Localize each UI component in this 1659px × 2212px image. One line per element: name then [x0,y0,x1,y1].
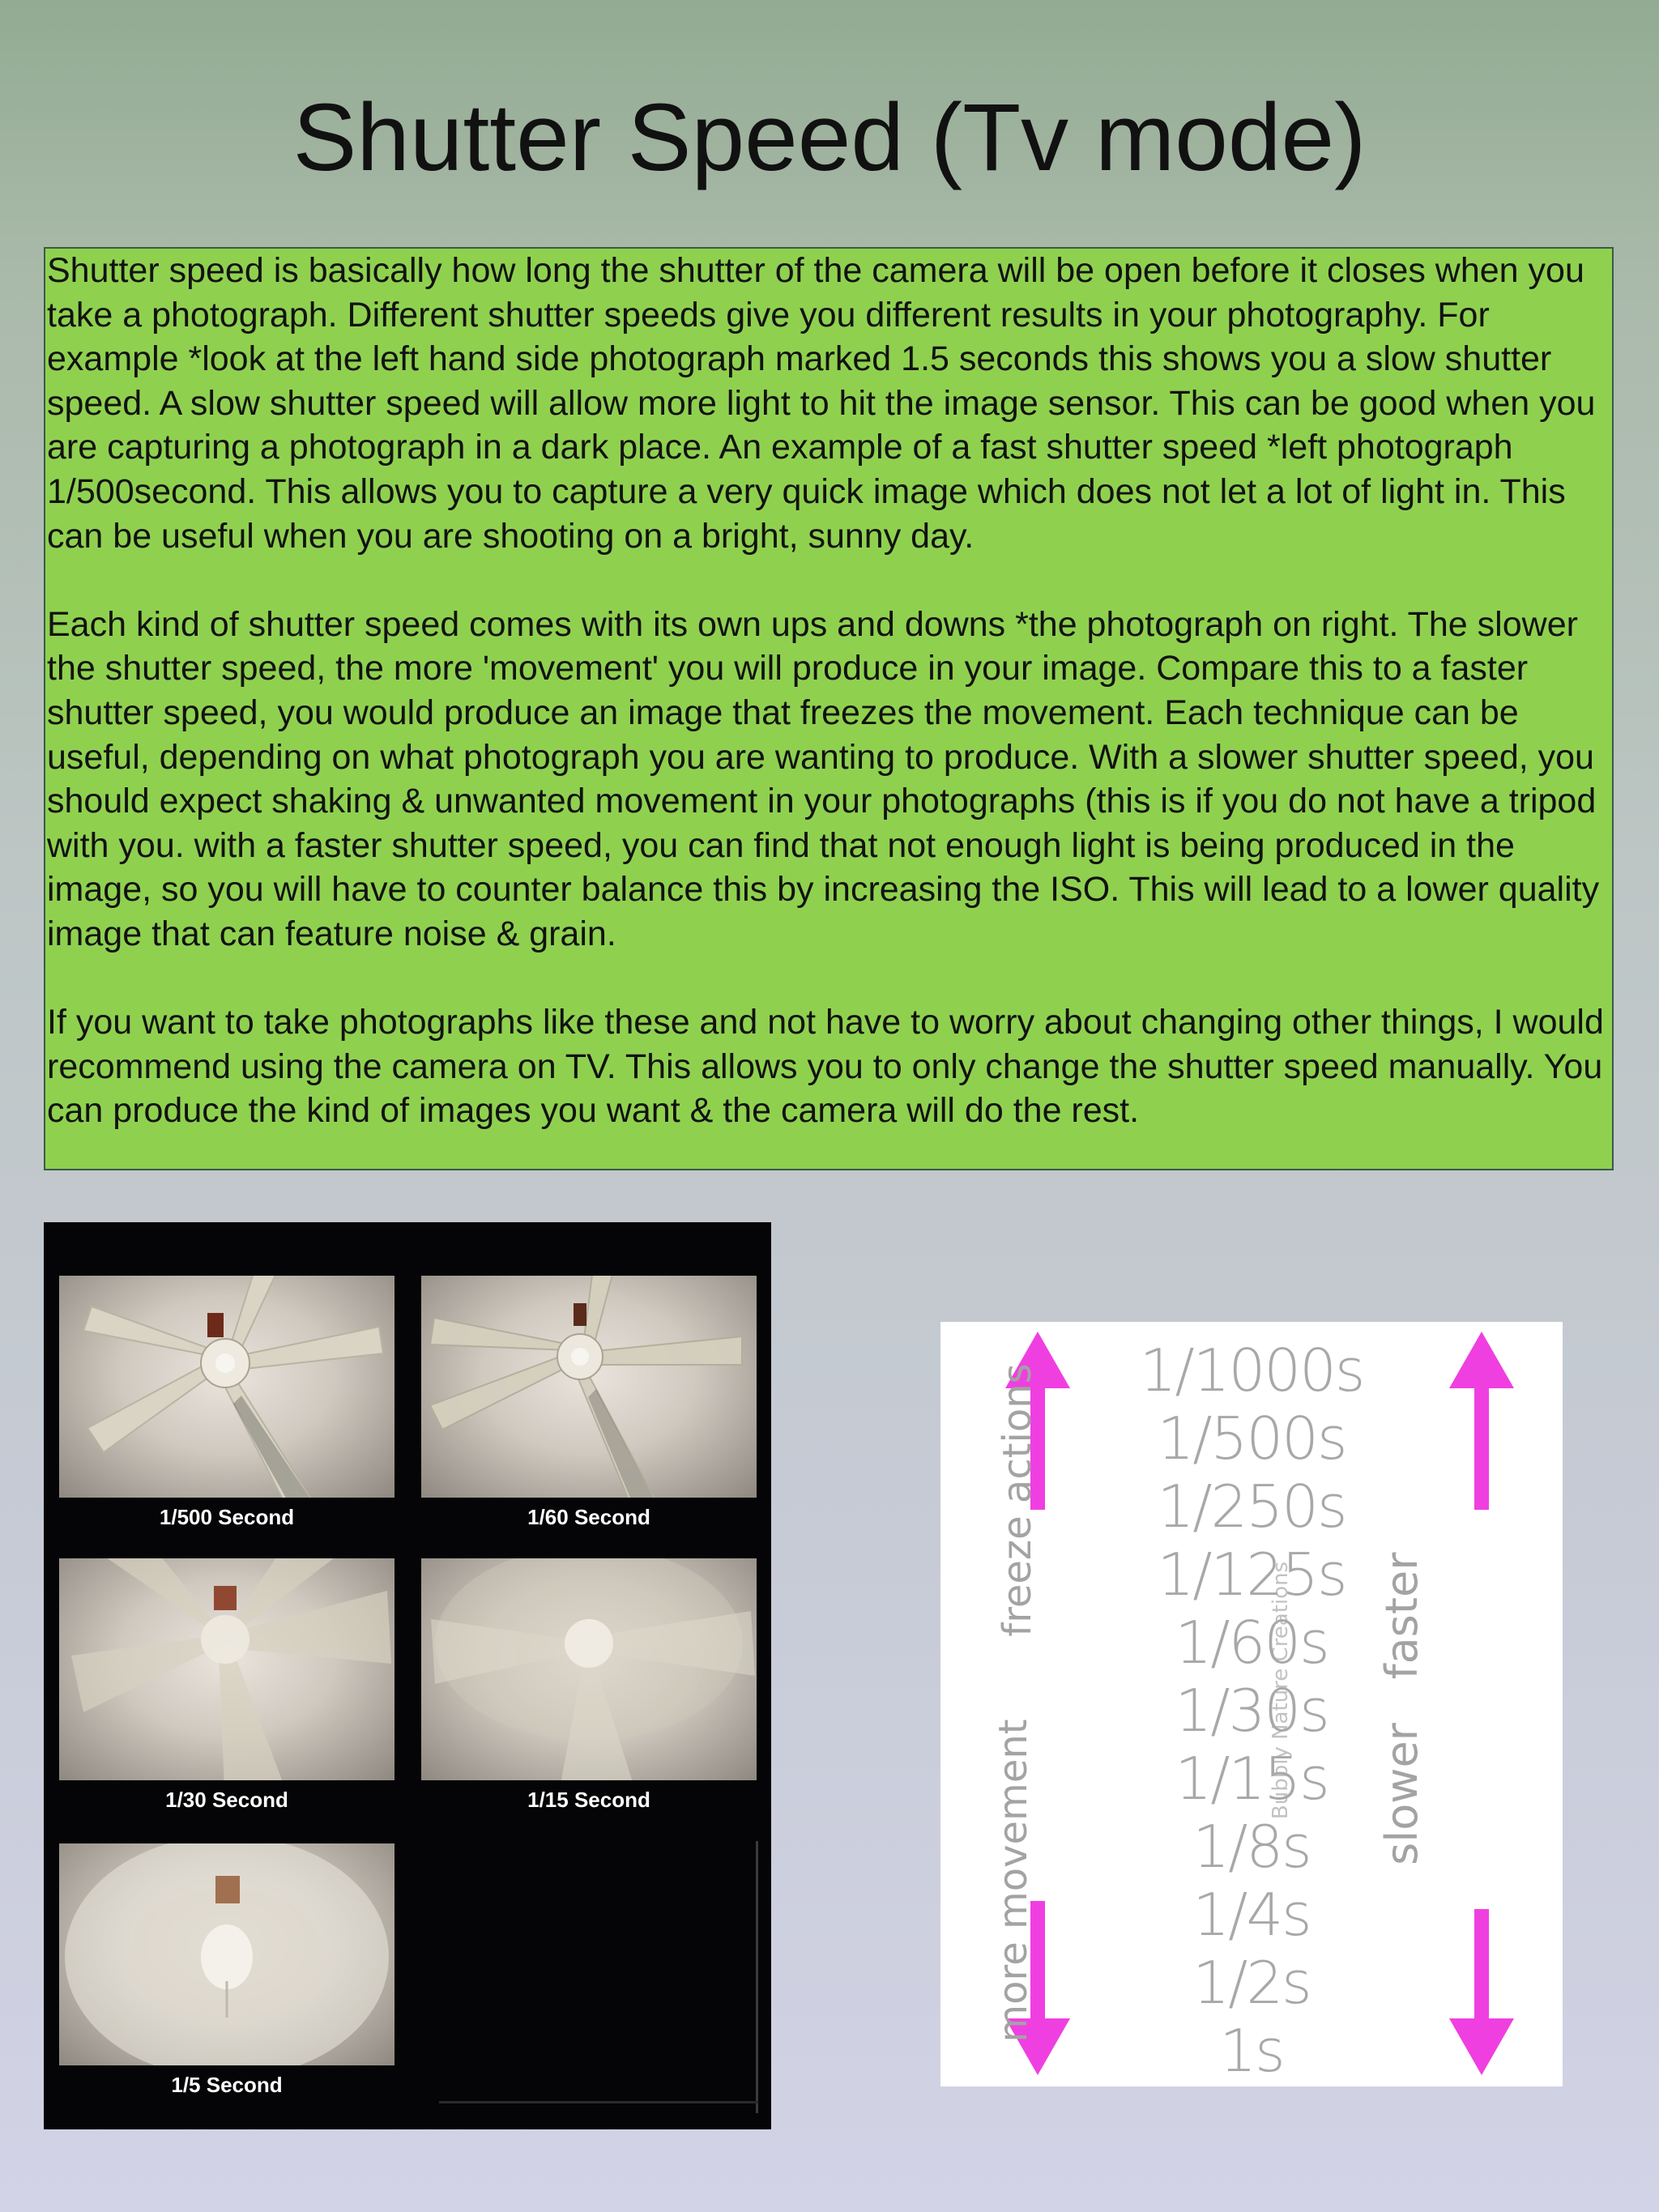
speed-value: 1/15s [1175,1745,1328,1813]
more-movement-label: more movement [991,1719,1036,2043]
paragraph-ups-and-downs: Each kind of shutter speed comes with its own ups and downs *the photograph on right. The slower the shutter speed, the more 'movement' you will produce in your image. Compare this to a faster shutter speed, you would produce an image that freezes the movement. Each technique can be useful, depending on what photograph you are wanting to produce. With a slower shutter speed, you should expect shaking & unwanted movement in your photographs (this is if you do not have a tripod with you. with a faster shutter speed, you can find that not enough light is being produced in the image, so you will have to counter balance this by increasing the ISO. This will lead to a lower quality image that can feature noise & grain. [47,604,1600,953]
page-title: Shutter Speed (Tv mode) [292,84,1367,191]
fan-label: 1/5 Second [171,2073,283,2097]
speed-value: 1s [1219,2017,1284,2085]
speed-value: 1/125s [1157,1541,1346,1609]
description-text-box [44,247,1614,1170]
speed-value: 1/60s [1175,1609,1328,1677]
fan-label: 1/30 Second [165,1788,288,1812]
freeze-actions-label: freeze actions [995,1363,1040,1637]
paragraph-tv-recommendation: If you want to take photographs like these and not have to worry about changing other things, I would recommend using the camera on TV. This allows you to only change the shutter speed manually. You can produce the kind of images you want & the camera will do the rest. [47,1003,1604,1131]
fan-cell-1-30 [59,1558,394,1812]
speed-value: 1/250s [1157,1473,1346,1541]
slower-label: slower [1376,1723,1427,1865]
fan-photo-slight-blur [421,1276,757,1498]
fan-cell-1-60 [421,1276,757,1529]
faster-label: faster [1376,1552,1427,1680]
fan-photo-heavy-blur [421,1558,757,1780]
paragraph-shutter-definition: Shutter speed is basically how long the shutter of the camera will be open before it closes when you take a photograph. Different shutter speeds give you different results in your photography. For example *look at the left hand side photograph marked 1.5 seconds this shows you a slow shutter speed. A slow shutter speed will allow more light to hit the image sensor. This can be good when you are capturing a photograph in a dark place. An example of a fast shutter speed *left photograph 1/500second. This allows you to capture a very quick image which does not let a lot of light in. This can be useful when you are shooting on a bright, sunny day. [47,251,1596,556]
fan-cell-1-5 [59,1843,394,2097]
panel-edge-line [439,2101,758,2103]
fan-label: 1/15 Second [527,1788,650,1812]
speed-value: 1/1000s [1139,1336,1364,1404]
fan-photo-sharp [59,1276,394,1498]
speed-value: 1/8s [1192,1813,1311,1881]
panel-edge-line [756,1841,758,2113]
fan-photo-blur [59,1558,394,1780]
speed-value: 1/30s [1175,1677,1328,1745]
speed-value: 1/4s [1192,1881,1311,1949]
ceiling-fan-comparison-panel [44,1222,771,2129]
speed-value: 1/2s [1192,1949,1311,2017]
watermark: Bubbly Nature Creations [1269,1561,1293,1820]
fan-label: 1/60 Second [527,1505,650,1529]
fan-cell-1-500 [59,1276,394,1529]
fan-label: 1/500 Second [159,1505,295,1529]
fan-photo-full-blur [59,1843,394,2065]
speed-value: 1/500s [1157,1404,1346,1473]
fan-cell-1-15 [421,1558,757,1812]
shutter-speed-scale [940,1322,1563,2086]
